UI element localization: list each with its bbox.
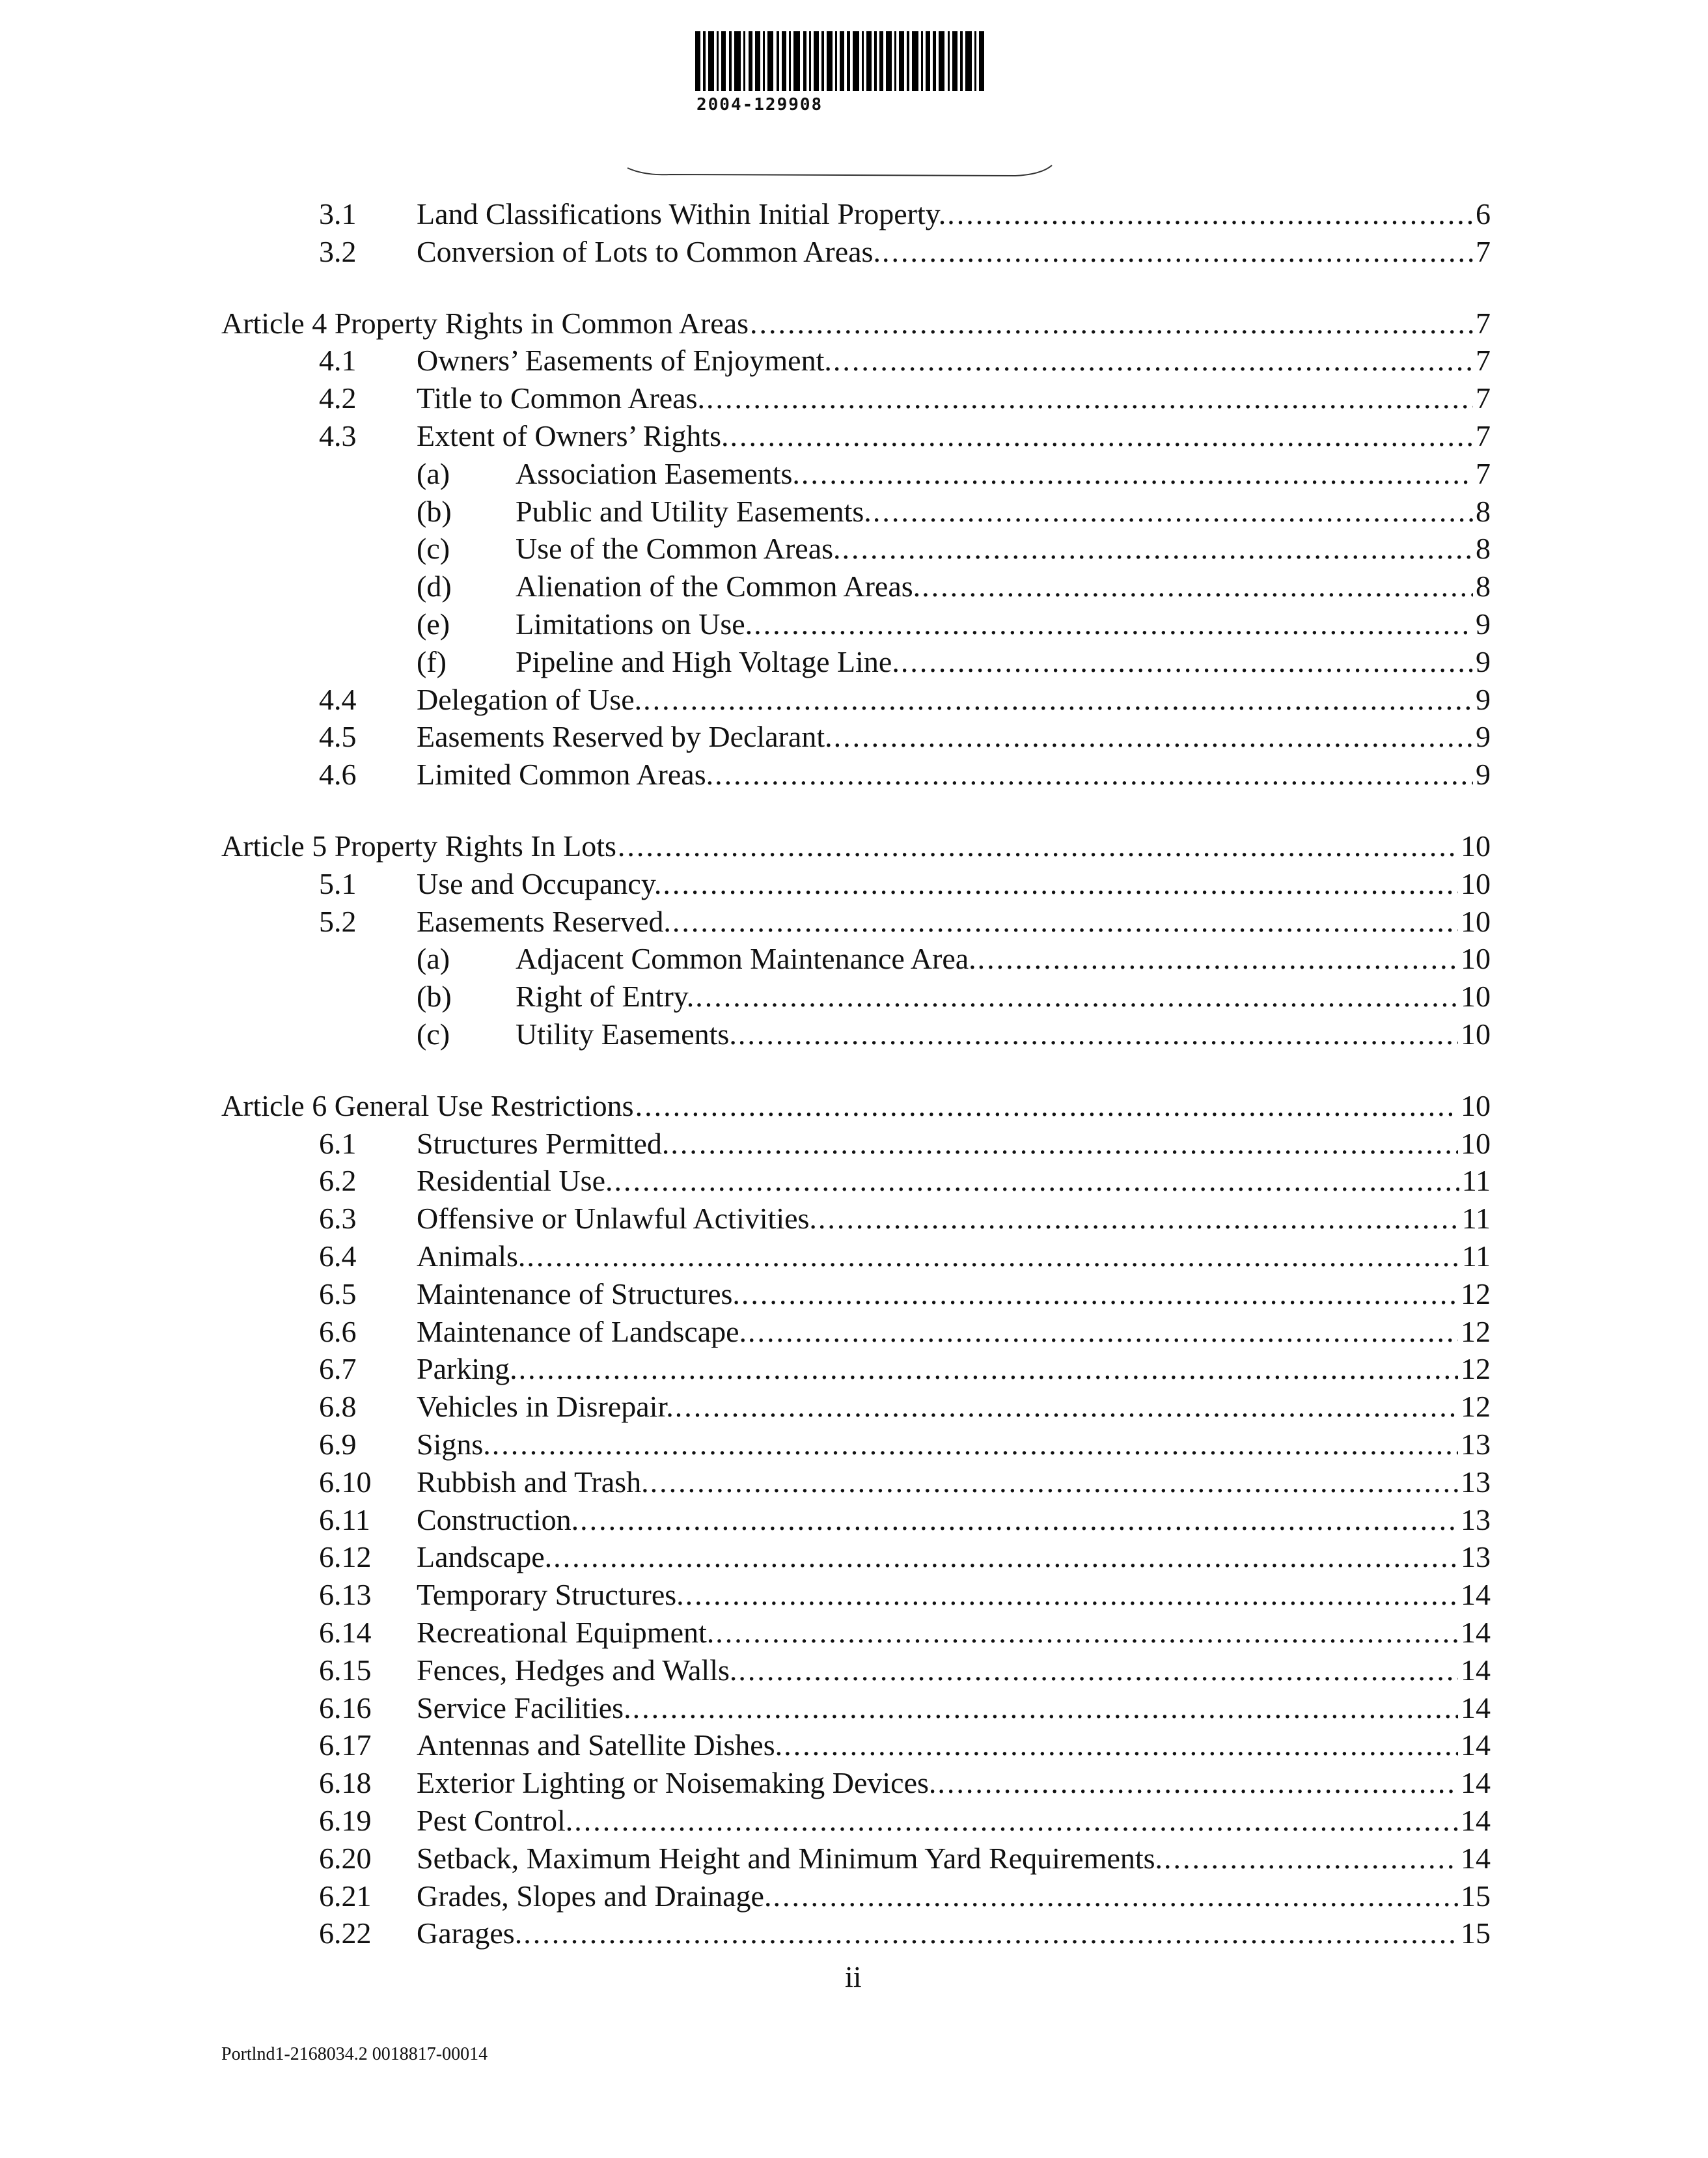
- toc-entry-page: 11: [1461, 1164, 1491, 1198]
- dot-leader: [748, 1313, 1458, 1351]
- toc-entry-number: 6.1: [319, 1126, 357, 1160]
- toc-entry-page: 10: [1461, 1126, 1491, 1160]
- toc-entry-title: Right of Entry.: [516, 980, 695, 1014]
- toc-entry-page: 7: [1476, 306, 1491, 340]
- toc-entry-page: 13: [1461, 1540, 1491, 1574]
- toc-entry-title: Offensive or Unlawful Activities.: [417, 1202, 817, 1236]
- toc-entry-page: 10: [1461, 980, 1491, 1014]
- toc-entry-number: 6.7: [319, 1352, 357, 1386]
- toc-entry-number: (c): [417, 532, 450, 566]
- toc-entry-number: (c): [417, 1017, 450, 1051]
- toc-entry-number: 6.15: [319, 1653, 372, 1687]
- toc-entry-number: 6.14: [319, 1616, 372, 1649]
- toc-entry: [0, 455, 1708, 493]
- toc-entry-page: 10: [1461, 829, 1491, 863]
- dot-leader: [574, 1802, 1458, 1840]
- toc-entry-page: 12: [1461, 1352, 1491, 1386]
- toc-entry: [0, 605, 1708, 643]
- dot-leader: [750, 305, 1473, 342]
- toc-entry-number: 4.2: [319, 381, 357, 415]
- toc-entry: [0, 380, 1708, 417]
- toc-entry-title: Association Easements.: [516, 456, 800, 490]
- toc-entry-page: 14: [1461, 1616, 1491, 1649]
- toc-entry: [0, 1877, 1708, 1915]
- toc-entry-number: 6.6: [319, 1314, 357, 1348]
- dot-leader: [643, 681, 1473, 719]
- toc-entry-page: 13: [1461, 1502, 1491, 1536]
- toc-entry: [0, 681, 1708, 719]
- toc-entry-page: 14: [1461, 1766, 1491, 1800]
- dot-leader: [834, 718, 1473, 756]
- dot-leader: [773, 1877, 1458, 1915]
- toc-entry-title: Rubbish and Trash.: [417, 1465, 649, 1499]
- toc-entry: [0, 978, 1708, 1016]
- toc-entry-number: 6.19: [319, 1804, 372, 1837]
- toc-entry-title: Antennas and Satellite Dishes.: [417, 1728, 783, 1762]
- toc-entry-number: (b): [417, 980, 452, 1014]
- dot-leader: [937, 1764, 1458, 1802]
- toc-entry-page: 7: [1476, 419, 1491, 452]
- dot-leader: [670, 1125, 1458, 1163]
- dot-leader: [553, 1538, 1458, 1576]
- dot-leader: [730, 417, 1473, 455]
- toc-entry: [0, 718, 1708, 756]
- toc-entry-number: 5.2: [319, 904, 357, 938]
- toc-entry-number: 3.1: [319, 197, 357, 230]
- toc-entry-title: Use of the Common Areas.: [516, 532, 841, 566]
- toc-entry-page: 14: [1461, 1804, 1491, 1837]
- dot-leader: [901, 643, 1473, 681]
- toc-entry-title: Recreational Equipment.: [417, 1616, 715, 1649]
- toc-entry-page: 15: [1461, 1879, 1491, 1913]
- toc-entry-page: 10: [1461, 866, 1491, 900]
- toc-entry-number: 6.16: [319, 1691, 372, 1724]
- toc-entry-page: 14: [1461, 1691, 1491, 1724]
- toc-entry-title: Animals.: [417, 1239, 526, 1273]
- dot-leader: [685, 1576, 1458, 1614]
- dot-leader: [818, 1200, 1459, 1238]
- dot-leader: [614, 1162, 1459, 1200]
- toc-entry-title: Vehicles in Disrepair.: [417, 1390, 674, 1424]
- toc-entry-page: 9: [1476, 758, 1491, 792]
- dot-leader: [618, 827, 1458, 865]
- toc-entry-title: Construction.: [417, 1502, 579, 1536]
- dot-leader: [650, 1463, 1458, 1501]
- toc-entry-number: 6.17: [319, 1728, 372, 1762]
- toc-entry: [0, 1087, 1708, 1125]
- toc-entry: [0, 1388, 1708, 1426]
- toc-entry-page: 12: [1461, 1390, 1491, 1424]
- toc-entry-page: 14: [1461, 1578, 1491, 1612]
- toc-entry-title: Maintenance of Structures.: [417, 1277, 740, 1310]
- toc-entry-number: (f): [417, 644, 447, 678]
- toc-entry-number: 6.21: [319, 1879, 372, 1913]
- toc-entry-title: Maintenance of Landscape.: [417, 1314, 747, 1348]
- toc-entry-number: 6.10: [319, 1465, 372, 1499]
- toc-entry-page: 9: [1476, 644, 1491, 678]
- dot-leader: [741, 1275, 1458, 1313]
- toc-entry-number: (d): [417, 570, 452, 603]
- dot-leader: [842, 530, 1473, 568]
- toc-entry: [0, 1426, 1708, 1463]
- toc-entry: [0, 1162, 1708, 1200]
- toc-entry: [0, 1238, 1708, 1275]
- toc-entry-title: Structures Permitted.: [417, 1126, 670, 1160]
- toc-entry: [0, 1840, 1708, 1877]
- toc-entry-title: Garages.: [417, 1916, 523, 1950]
- toc-entry: [0, 195, 1708, 233]
- toc-entry-number: 6.4: [319, 1239, 357, 1273]
- toc-entry-number: 4.5: [319, 720, 357, 754]
- toc-entry-title: Public and Utility Easements.: [516, 494, 872, 528]
- toc-entry-page: 10: [1461, 904, 1491, 938]
- toc-entry-number: 6.8: [319, 1390, 357, 1424]
- dot-leader: [833, 342, 1473, 380]
- toc-entry: [0, 1463, 1708, 1501]
- toc-entry: [0, 417, 1708, 455]
- toc-entry: [0, 305, 1708, 342]
- toc-entry: [0, 1200, 1708, 1238]
- toc-entry-title: Article 4 Property Rights in Common Areas: [221, 306, 749, 340]
- dot-leader: [715, 756, 1473, 794]
- toc-entry-title: Grades, Slopes and Drainage.: [417, 1879, 772, 1913]
- toc-entry-title: Pest Control.: [417, 1804, 573, 1837]
- toc-entry-title: Adjacent Common Maintenance Area.: [516, 942, 976, 976]
- dot-leader: [663, 865, 1458, 903]
- dot-leader: [633, 1689, 1458, 1727]
- toc-entry-page: 10: [1461, 1088, 1491, 1122]
- toc-entry: [0, 1726, 1708, 1764]
- toc-entry-number: (b): [417, 494, 452, 528]
- toc-entry: [0, 1275, 1708, 1313]
- dot-leader: [672, 903, 1458, 941]
- toc-entry-page: 15: [1461, 1916, 1491, 1950]
- toc-entry-page: 9: [1476, 682, 1491, 716]
- toc-entry: [0, 1125, 1708, 1163]
- toc-entry: [0, 1501, 1708, 1539]
- toc-entry: [0, 1538, 1708, 1576]
- toc-entry-number: 6.5: [319, 1277, 357, 1310]
- toc-entry-page: 8: [1476, 532, 1491, 566]
- toc-entry-title: Easements Reserved by Declarant.: [417, 720, 833, 754]
- toc-entry-number: (a): [417, 456, 450, 490]
- document-id: Portlnd1-2168034.2 0018817-00014: [221, 2044, 488, 2064]
- dot-leader: [695, 978, 1458, 1016]
- toc-entry-number: 3.2: [319, 234, 357, 268]
- toc-entry-number: 6.3: [319, 1202, 357, 1236]
- dot-leader: [922, 568, 1473, 605]
- toc-entry-title: Extent of Owners’ Rights.: [417, 419, 729, 452]
- dot-leader: [635, 1087, 1458, 1125]
- toc-entry-page: 7: [1476, 234, 1491, 268]
- toc-entry-title: Limited Common Areas.: [417, 758, 714, 792]
- toc-entry: [0, 1652, 1708, 1689]
- toc-entry-title: Easements Reserved.: [417, 904, 671, 938]
- toc-entry-number: 6.2: [319, 1164, 357, 1198]
- toc-entry-title: Conversion of Lots to Common Areas.: [417, 234, 881, 268]
- toc-entry-page: 9: [1476, 607, 1491, 641]
- toc-entry-title: Pipeline and High Voltage Line.: [516, 644, 900, 678]
- toc-entry-title: Residential Use.: [417, 1164, 613, 1198]
- toc-entry: [0, 1350, 1708, 1388]
- toc-entry-title: Signs.: [417, 1428, 491, 1461]
- dot-leader: [738, 1652, 1458, 1689]
- page-number: ii: [845, 1960, 862, 1993]
- toc-entry-title: Owners’ Easements of Enjoyment.: [417, 344, 832, 378]
- toc-entry: [0, 1915, 1708, 1952]
- toc-entry-title: Parking.: [417, 1352, 517, 1386]
- toc-entry-number: 6.11: [319, 1502, 370, 1536]
- toc-entry: [0, 1016, 1708, 1053]
- dot-leader: [523, 1915, 1458, 1952]
- toc-entry-page: 11: [1461, 1202, 1491, 1236]
- toc-entry-page: 8: [1476, 570, 1491, 603]
- toc-entry: [0, 756, 1708, 794]
- dot-leader: [519, 1350, 1458, 1388]
- toc-entry: [0, 1802, 1708, 1840]
- toc-entry: [0, 233, 1708, 271]
- toc-entry-number: 5.1: [319, 866, 357, 900]
- toc-entry-number: 4.6: [319, 758, 357, 792]
- toc-entry-page: 10: [1461, 942, 1491, 976]
- dot-leader: [873, 493, 1473, 531]
- toc-entry-number: 6.13: [319, 1578, 372, 1612]
- toc-entry: [0, 1689, 1708, 1727]
- toc-entry-page: 10: [1461, 1017, 1491, 1051]
- toc-entry: [0, 865, 1708, 903]
- toc-entry-page: 14: [1461, 1841, 1491, 1875]
- toc-entry-page: 14: [1461, 1728, 1491, 1762]
- dot-leader: [947, 195, 1473, 233]
- toc-entry-number: 4.1: [319, 344, 357, 378]
- toc-entry-title: Landscape.: [417, 1540, 553, 1574]
- toc-entry: [0, 1764, 1708, 1802]
- toc-entry-page: 9: [1476, 720, 1491, 754]
- dot-leader: [738, 1016, 1458, 1053]
- toc-entry: [0, 827, 1708, 865]
- toc-entry-title: Delegation of Use.: [417, 682, 642, 716]
- toc-entry-page: 7: [1476, 456, 1491, 490]
- toc-entry: [0, 1614, 1708, 1652]
- toc-entry-number: 6.20: [319, 1841, 372, 1875]
- toc-entry-title: Exterior Lighting or Noisemaking Devices.: [417, 1766, 937, 1800]
- toc-entry-title: Alienation of the Common Areas.: [516, 570, 921, 603]
- toc-entry: [0, 342, 1708, 380]
- toc-entry-page: 12: [1461, 1314, 1491, 1348]
- toc-entry: [0, 530, 1708, 568]
- toc-entry-page: 8: [1476, 494, 1491, 528]
- toc-entry-title: Service Facilities.: [417, 1691, 631, 1724]
- toc-entry: [0, 568, 1708, 605]
- toc-entry-page: 11: [1461, 1239, 1491, 1273]
- toc-entry-title: Article 5 Property Rights In Lots: [221, 829, 616, 863]
- toc-entry: [0, 1576, 1708, 1614]
- dot-leader: [784, 1726, 1458, 1764]
- toc-entry-title: Land Classifications Within Initial Property.: [417, 197, 946, 230]
- dot-leader: [706, 380, 1473, 417]
- toc-entry-page: 13: [1461, 1428, 1491, 1461]
- dot-leader: [1164, 1840, 1458, 1877]
- dot-leader: [492, 1426, 1458, 1463]
- toc-entry-page: 12: [1461, 1277, 1491, 1310]
- toc-entry-number: (e): [417, 607, 450, 641]
- toc-entry-number: 4.3: [319, 419, 357, 452]
- toc-entry-number: 4.4: [319, 682, 357, 716]
- dot-leader: [715, 1614, 1458, 1652]
- toc-entry: [0, 643, 1708, 681]
- toc-entry-title: Title to Common Areas.: [417, 381, 705, 415]
- toc-entry-number: 6.22: [319, 1916, 372, 1950]
- dot-leader: [978, 940, 1458, 978]
- toc-entry: [0, 903, 1708, 941]
- toc-entry-page: 6: [1476, 197, 1491, 230]
- dot-leader: [675, 1388, 1458, 1426]
- dot-leader: [801, 455, 1473, 493]
- toc-entry-title: Use and Occupancy.: [417, 866, 662, 900]
- dot-leader: [580, 1501, 1458, 1539]
- toc-entry-page: 14: [1461, 1653, 1491, 1687]
- recording-number: 2004-129908: [696, 95, 823, 115]
- toc-entry-page: 7: [1476, 381, 1491, 415]
- toc-entry-title: Utility Easements.: [516, 1017, 737, 1051]
- toc-entry-title: Setback, Maximum Height and Minimum Yard Requirements.: [417, 1841, 1163, 1875]
- toc-entry-title: Temporary Structures.: [417, 1578, 684, 1612]
- toc-entry-page: 7: [1476, 344, 1491, 378]
- toc-entry: [0, 940, 1708, 978]
- toc-entry-number: 6.18: [319, 1766, 372, 1800]
- toc-entry: [0, 493, 1708, 531]
- dot-leader: [882, 233, 1473, 271]
- dot-leader: [754, 605, 1473, 643]
- toc-entry: [0, 1313, 1708, 1351]
- toc-entry-number: 6.12: [319, 1540, 372, 1574]
- toc-entry-title: Limitations on Use.: [516, 607, 753, 641]
- toc-entry-number: 6.9: [319, 1428, 357, 1461]
- dot-leader: [527, 1238, 1459, 1275]
- toc-entry-page: 13: [1461, 1465, 1491, 1499]
- toc-entry-number: (a): [417, 942, 450, 976]
- toc-entry-title: Article 6 General Use Restrictions: [221, 1088, 634, 1122]
- toc-entry-title: Fences, Hedges and Walls.: [417, 1653, 737, 1687]
